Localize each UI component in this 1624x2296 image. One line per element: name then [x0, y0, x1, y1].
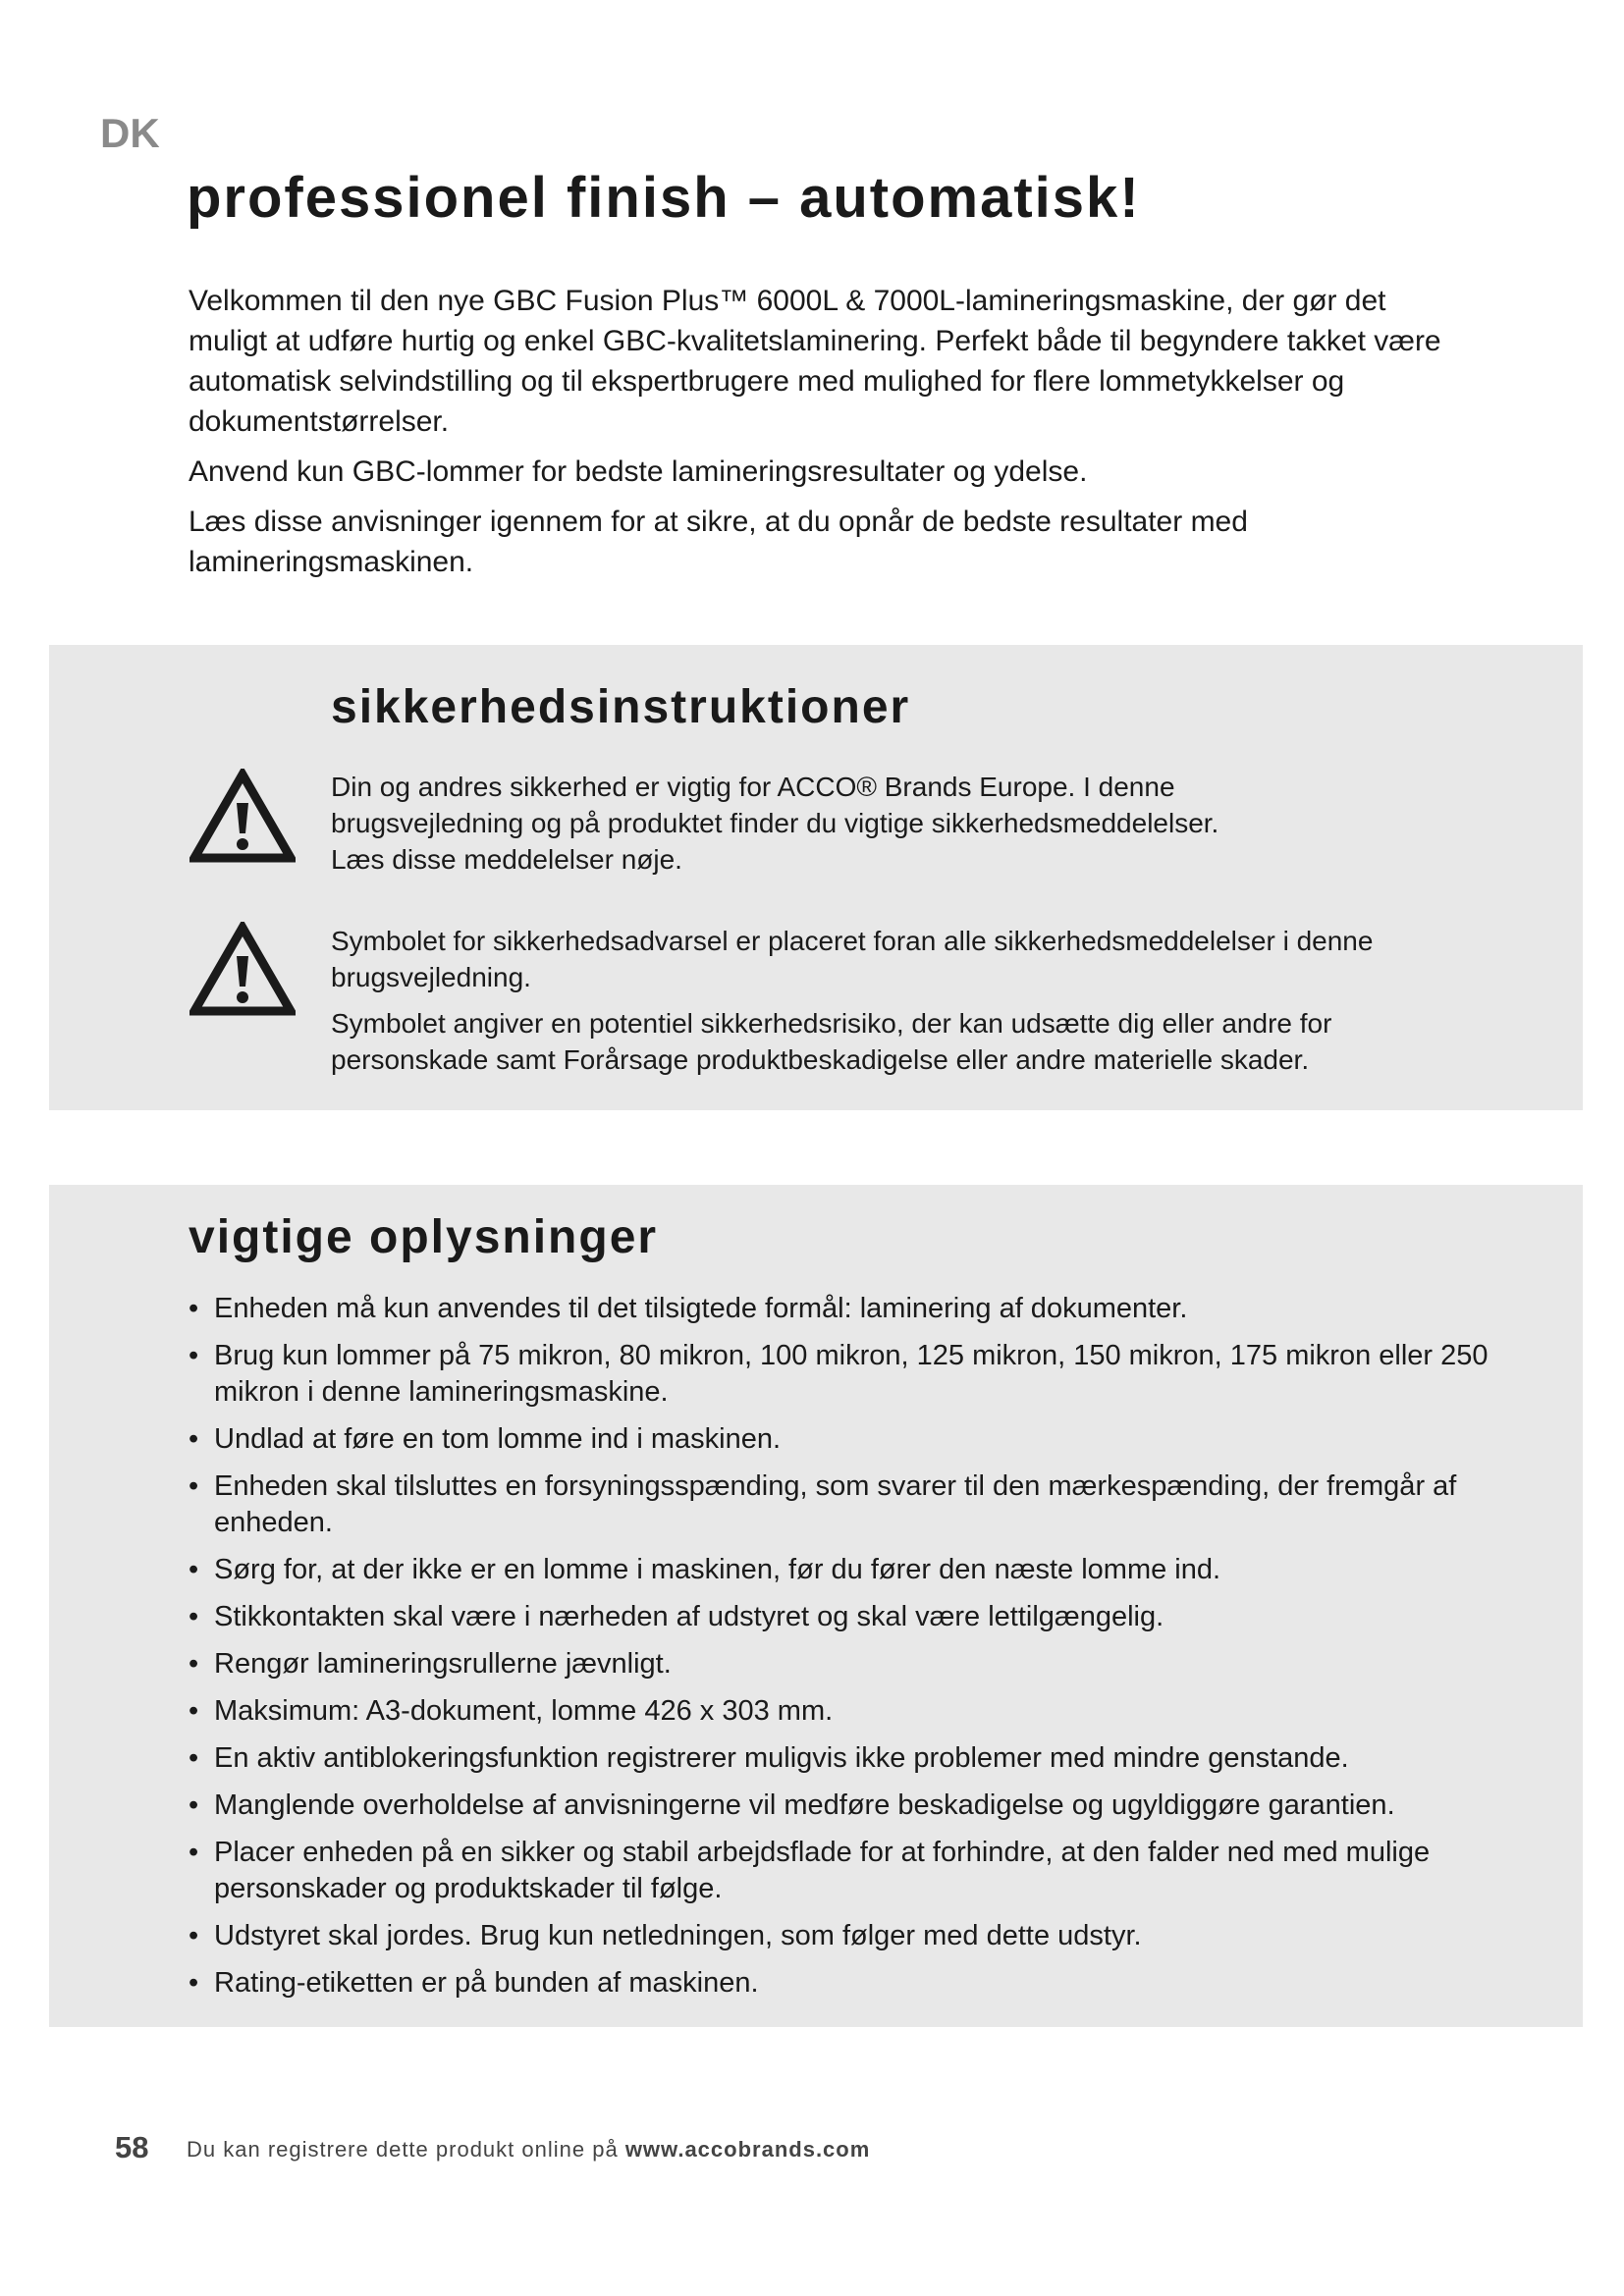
safety-instructions-panel — [49, 645, 1583, 1110]
list-item: • Undlad at føre en tom lomme ind i maskinen. — [189, 1421, 1514, 1458]
list-item: • Stikkontakten skal være i nærheden af udstyret og skal være lettilgængelig. — [189, 1599, 1514, 1635]
list-item: • Brug kun lommer på 75 mikron, 80 mikron, 100 mikron, 125 mikron, 150 mikron, 175 mikron eller 250 mikron i denne lamineringsmaskine. — [189, 1338, 1514, 1411]
list-item: • Enheden må kun anvendes til det tilsigtede formål: laminering af dokumenter. — [189, 1291, 1514, 1327]
list-item: • En aktiv antiblokeringsfunktion registrerer muligvis ikke problemer med mindre genstande. — [189, 1740, 1514, 1777]
safety-notice — [331, 769, 1460, 878]
language-code: DK — [100, 110, 160, 156]
safety-section-title: sikkerhedsinstruktioner — [331, 681, 911, 733]
warning-triangle-icon — [189, 922, 296, 1016]
list-item: • Udstyret skal jordes. Brug kun netledningen, som følger med dette udstyr. — [189, 1918, 1514, 1954]
list-item: • Maksimum: A3-dokument, lomme 426 x 303 mm. — [189, 1693, 1514, 1730]
page-title: professionel finish – automatisk! — [187, 166, 1141, 230]
list-item: • Placer enheden på en sikker og stabil arbejdsflade for at forhindre, at den falder ned med mulige personskader og produktskader til følge. — [189, 1835, 1514, 1907]
footer-register-text — [187, 2137, 870, 2163]
intro-paragraph: Anvend kun GBC-lommer for bedste lamineringsresultater og ydelse. — [189, 455, 1088, 488]
list-item: • Rengør lamineringsrullerne jævnligt. — [189, 1646, 1514, 1682]
intro-paragraph: Læs disse anvisninger igennem for at sikre, at du opnår de bedste resultater med lamineringsmaskinen. — [189, 506, 1248, 578]
safety-symbol-explanation — [331, 923, 1460, 1078]
warning-triangle-icon — [189, 769, 296, 863]
info-list — [189, 1291, 1514, 2012]
list-item: • Rating-etiketten er på bunden af maskinen. — [189, 1965, 1514, 2002]
intro-section — [189, 281, 1465, 592]
page-number: 58 — [115, 2130, 149, 2164]
important-information-panel — [49, 1185, 1583, 2027]
list-item: • Enheden skal tilsluttes en forsyningsspænding, som svarer til den mærkespænding, der fremgår af enheden. — [189, 1468, 1514, 1541]
intro-paragraph: Velkommen til den nye GBC Fusion Plus™ 6000L & 7000L-lamineringsmaskine, der gør det muligt at udføre hurtig og enkel GBC-kvalitetslaminering. Perfekt både til begyndere takket være automatisk selvindstilling og til ekspertbrugere med mulighed for flere lommetykkelser og dokumentstørrelser. — [189, 285, 1441, 438]
footer-url-link[interactable]: www.accobrands.com — [624, 2137, 871, 2162]
safety-symbol-paragraph: Symbolet for sikkerhedsadvarsel er placeret foran alle sikkerhedsmeddelelser i denne brugsvejledning. — [331, 926, 1374, 992]
safety-notice-line: Din og andres sikkerhed er vigtig for ACCO® Brands Europe. I denne — [331, 772, 1175, 802]
list-item: • Sørg for, at der ikke er en lomme i maskinen, før du fører den næste lomme ind. — [189, 1552, 1514, 1588]
info-section-title: vigtige oplysninger — [189, 1211, 659, 1263]
safety-symbol-paragraph: Symbolet angiver en potentiel sikkerhedsrisiko, der kan udsætte dig eller andre for personskade samt Forårsage produktbeskadigelse eller andre materielle skader. — [331, 1008, 1332, 1075]
list-item: • Manglende overholdelse af anvisningerne vil medføre beskadigelse og ugyldiggøre garantien. — [189, 1788, 1514, 1824]
safety-notice-line: brugsvejledning og på produktet finder du vigtige sikkerhedsmeddelelser. — [331, 808, 1219, 838]
footer-text: Du kan registrere dette produkt online på — [187, 2137, 625, 2162]
safety-notice-line: Læs disse meddelelser nøje. — [331, 844, 682, 875]
